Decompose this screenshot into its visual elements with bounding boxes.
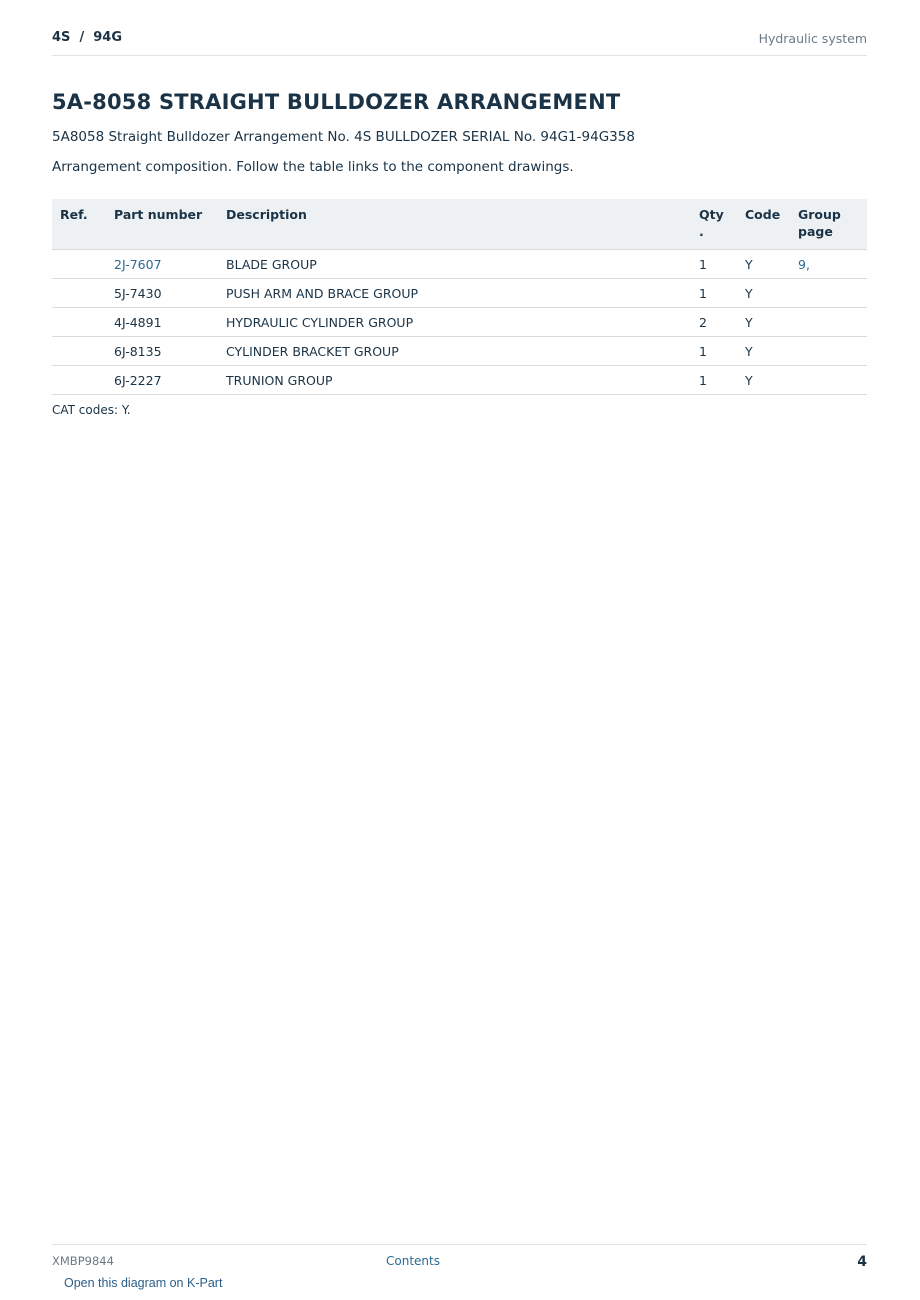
document-id: XMBP9844 (52, 1254, 114, 1268)
row-part-number: 6J-8135 (106, 337, 218, 366)
table-row (52, 366, 867, 395)
row-group-page (790, 337, 867, 366)
row-ref (52, 279, 106, 308)
row-code: Y (737, 279, 790, 308)
row-code: Y (737, 308, 790, 337)
row-ref (52, 366, 106, 395)
parts-table (52, 199, 867, 395)
header-group-page-line1: Group (798, 207, 841, 222)
table-row (52, 308, 867, 337)
row-description: BLADE GROUP (218, 250, 691, 279)
table-row (52, 250, 867, 279)
row-ref (52, 250, 106, 279)
cat-codes-note: CAT codes: Y. (52, 403, 131, 417)
page-subtitle: 5A8058 Straight Bulldozer Arrangement No. 4S BULLDOZER SERIAL No. 94G1-94G358 (52, 129, 635, 145)
row-group-page (790, 366, 867, 395)
row-ref (52, 337, 106, 366)
contents-link[interactable]: Contents (386, 1254, 440, 1268)
table-header-row (52, 199, 867, 250)
header-qty-line2: . (699, 224, 704, 239)
header-part-number: Part number (106, 199, 218, 250)
row-part-number: 5J-7430 (106, 279, 218, 308)
header-qty (691, 199, 737, 250)
table-row (52, 337, 867, 366)
row-code: Y (737, 337, 790, 366)
row-description: HYDRAULIC CYLINDER GROUP (218, 308, 691, 337)
header-group-page (790, 199, 867, 250)
row-qty: 2 (691, 308, 737, 337)
header-qty-line1: Qty (699, 207, 724, 222)
row-description: PUSH ARM AND BRACE GROUP (218, 279, 691, 308)
page-number: 4 (857, 1254, 867, 1270)
row-part-number: 4J-4891 (106, 308, 218, 337)
table-row (52, 279, 867, 308)
header-description: Description (218, 199, 691, 250)
group-page-link[interactable]: 9, (798, 256, 810, 272)
row-qty: 1 (691, 279, 737, 308)
row-group-page (790, 279, 867, 308)
header-ref: Ref. (52, 199, 106, 250)
row-qty: 1 (691, 250, 737, 279)
row-part-number: 6J-2227 (106, 366, 218, 395)
page-footer (52, 1244, 867, 1274)
header-code: Code (737, 199, 790, 250)
row-code: Y (737, 366, 790, 395)
open-kpart-link[interactable]: Open this diagram on K-Part (64, 1276, 223, 1290)
row-qty: 1 (691, 366, 737, 395)
row-qty: 1 (691, 337, 737, 366)
row-description: TRUNION GROUP (218, 366, 691, 395)
row-ref (52, 308, 106, 337)
row-description: CYLINDER BRACKET GROUP (218, 337, 691, 366)
row-group-page (790, 308, 867, 337)
section-name: Hydraulic system (758, 31, 867, 46)
page-header (52, 28, 867, 56)
part-number-link[interactable]: 2J-7607 (114, 256, 162, 272)
breadcrumb: 4S / 94G (52, 30, 123, 45)
row-code: Y (737, 250, 790, 279)
header-group-page-line2: page (798, 224, 833, 239)
intro-text: Arrangement composition. Follow the table links to the component drawings. (52, 159, 574, 175)
page-title: 5A-8058 STRAIGHT BULLDOZER ARRANGEMENT (52, 90, 621, 114)
